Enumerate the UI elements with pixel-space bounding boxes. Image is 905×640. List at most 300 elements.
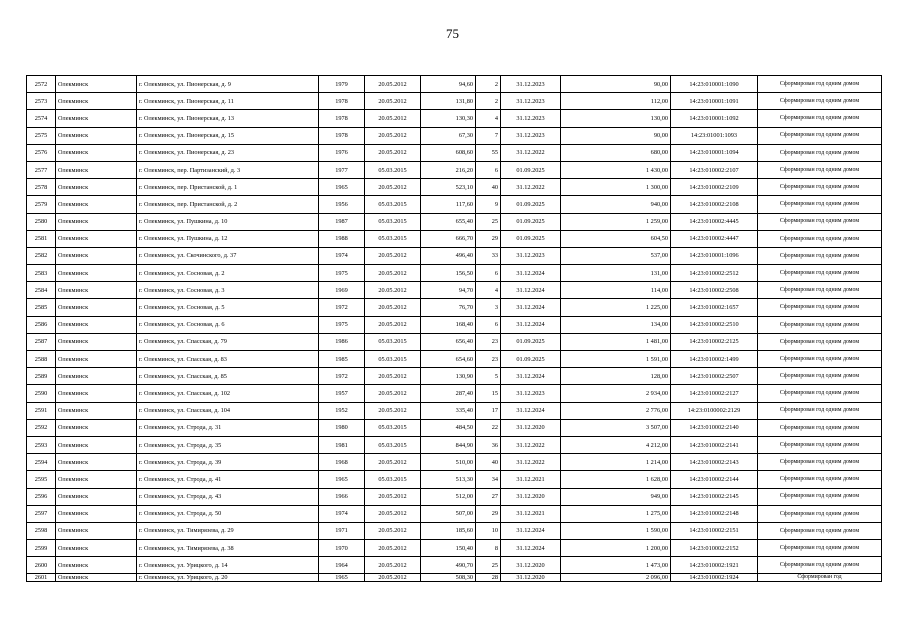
address-cell: г. Олекминск, ул. Строда, д. 50 [137,505,319,522]
table-row [27,505,882,522]
address-cell: г. Олекминск, ул. Спасская, д. 79 [137,333,319,350]
residents-cell: 23 [476,351,501,368]
residents-cell: 8 [476,540,501,557]
deadline-cell: 31.12.2024 [501,282,561,299]
row-number-cell: 2594 [27,454,56,471]
deadline-cell: 31.12.2022 [501,454,561,471]
build-year-cell: 1988 [319,230,365,247]
residents-cell: 34 [476,471,501,488]
amount-cell: 1 259,00 [561,213,671,230]
row-number-cell: 2597 [27,505,56,522]
record-date-cell: 05.03.2015 [365,196,421,213]
amount-cell: 1 481,00 [561,333,671,350]
settlement-cell: Олекминск [56,76,137,93]
residents-cell: 29 [476,505,501,522]
note-cell: Сформирован год одним домом [758,505,882,522]
address-cell: г. Олекминск, ул. Пионерская, д. 9 [137,76,319,93]
address-cell: г. Олекминск, ул. Спасская, д. 85 [137,368,319,385]
build-year-cell: 1968 [319,454,365,471]
settlement-cell: Олекминск [56,471,137,488]
address-cell: г. Олекминск, ул. Пионерская, д. 15 [137,127,319,144]
residents-cell: 4 [476,110,501,127]
area-cell: 844,90 [421,436,476,453]
residents-cell: 10 [476,522,501,539]
record-date-cell: 20.05.2012 [365,179,421,196]
settlement-cell: Олекминск [56,505,137,522]
residents-cell: 33 [476,247,501,264]
row-number-cell: 2588 [27,351,56,368]
area-cell: 666,70 [421,230,476,247]
amount-cell: 130,00 [561,110,671,127]
amount-cell: 90,00 [561,76,671,93]
table-row [27,471,882,488]
record-date-cell: 20.05.2012 [365,76,421,93]
cadastral-number-cell: 14:23:010002:2109 [671,179,758,196]
build-year-cell: 1956 [319,196,365,213]
residents-cell: 23 [476,333,501,350]
settlement-cell: Олекминск [56,179,137,196]
record-date-cell: 20.05.2012 [365,247,421,264]
amount-cell: 90,00 [561,127,671,144]
residents-cell: 5 [476,368,501,385]
residents-cell: 40 [476,179,501,196]
build-year-cell: 1979 [319,76,365,93]
record-date-cell: 20.05.2012 [365,316,421,333]
build-year-cell: 1952 [319,402,365,419]
area-cell: 168,40 [421,316,476,333]
address-cell: г. Олекминск, ул. Строда, д. 41 [137,471,319,488]
cadastral-number-cell: 14:23:0100002:2129 [671,402,758,419]
record-date-cell: 05.03.2015 [365,213,421,230]
table-row [27,540,882,557]
settlement-cell: Олекминск [56,316,137,333]
residents-cell: 6 [476,316,501,333]
amount-cell: 3 507,00 [561,419,671,436]
cadastral-number-cell: 14:23:010001:1096 [671,247,758,264]
record-date-cell: 05.03.2015 [365,471,421,488]
note-cell: Сформирован год одним домом [758,110,882,127]
build-year-cell: 1974 [319,505,365,522]
build-year-cell: 1965 [319,574,365,582]
cadastral-number-cell: 14:23:010002:2107 [671,161,758,178]
record-date-cell: 20.05.2012 [365,110,421,127]
area-cell: 335,40 [421,402,476,419]
address-cell: г. Олекминск, ул. Строда, д. 43 [137,488,319,505]
deadline-cell: 01.09.2025 [501,196,561,213]
table-row [27,351,882,368]
note-cell: Сформирован год одним домом [758,454,882,471]
area-cell: 654,60 [421,351,476,368]
settlement-cell: Олекминск [56,230,137,247]
table-row [27,333,882,350]
cadastral-number-cell: 14:23:010002:2152 [671,540,758,557]
table-row [27,436,882,453]
note-cell: Сформирован год одним домом [758,265,882,282]
cadastral-number-cell: 14:23:010002:2145 [671,488,758,505]
area-cell: 510,00 [421,454,476,471]
row-number-cell: 2581 [27,230,56,247]
deadline-cell: 31.12.2020 [501,419,561,436]
housing-register-table [26,75,882,582]
address-cell: г. Олекминск, пер. Пристанской, д. 1 [137,179,319,196]
amount-cell: 1 473,00 [561,557,671,574]
table-row [27,454,882,471]
residents-cell: 6 [476,265,501,282]
settlement-cell: Олекминск [56,247,137,264]
build-year-cell: 1977 [319,161,365,178]
deadline-cell: 01.09.2025 [501,351,561,368]
deadline-cell: 31.12.2023 [501,93,561,110]
cadastral-number-cell: 14:23:010001:1092 [671,110,758,127]
amount-cell: 1 200,00 [561,540,671,557]
area-cell: 130,90 [421,368,476,385]
table-body [27,76,882,582]
row-number-cell: 2575 [27,127,56,144]
table-row [27,419,882,436]
table-row [27,76,882,93]
note-cell: Сформирован год [758,574,882,582]
build-year-cell: 1976 [319,144,365,161]
deadline-cell: 31.12.2023 [501,76,561,93]
address-cell: г. Олекминск, ул. Пионерская, д. 23 [137,144,319,161]
row-number-cell: 2572 [27,76,56,93]
build-year-cell: 1981 [319,436,365,453]
note-cell: Сформирован год одним домом [758,179,882,196]
area-cell: 131,80 [421,93,476,110]
cadastral-number-cell: 14:23:010002:1657 [671,299,758,316]
page-number: 75 [446,26,459,41]
deadline-cell: 31.12.2023 [501,247,561,264]
row-number-cell: 2598 [27,522,56,539]
table-row [27,247,882,264]
deadline-cell: 31.12.2022 [501,144,561,161]
cadastral-number-cell: 14:23:010002:2127 [671,385,758,402]
cadastral-number-cell: 14:23:010002:2508 [671,282,758,299]
cadastral-number-cell: 14:23:010002:2144 [671,471,758,488]
record-date-cell: 20.05.2012 [365,282,421,299]
row-number-cell: 2587 [27,333,56,350]
row-number-cell: 2600 [27,557,56,574]
note-cell: Сформирован год одним домом [758,93,882,110]
residents-cell: 4 [476,282,501,299]
address-cell: г. Олекминск, ул. Спасская, д. 102 [137,385,319,402]
row-number-cell: 2586 [27,316,56,333]
record-date-cell: 20.05.2012 [365,540,421,557]
record-date-cell: 20.05.2012 [365,265,421,282]
deadline-cell: 31.12.2020 [501,488,561,505]
note-cell: Сформирован год одним домом [758,299,882,316]
note-cell: Сформирован год одним домом [758,368,882,385]
record-date-cell: 20.05.2012 [365,144,421,161]
deadline-cell: 31.12.2023 [501,127,561,144]
cadastral-number-cell: 14:23:010002:2151 [671,522,758,539]
settlement-cell: Олекминск [56,522,137,539]
cadastral-number-cell: 14:23:010002:2141 [671,436,758,453]
settlement-cell: Олекминск [56,265,137,282]
address-cell: г. Олекминск, ул. Сосновая, д. 5 [137,299,319,316]
deadline-cell: 31.12.2024 [501,299,561,316]
build-year-cell: 1969 [319,282,365,299]
amount-cell: 537,00 [561,247,671,264]
deadline-cell: 31.12.2021 [501,471,561,488]
build-year-cell: 1986 [319,333,365,350]
address-cell: г. Олекминск, ул. Сосновая, д. 2 [137,265,319,282]
row-number-cell: 2590 [27,385,56,402]
cadastral-number-cell: 14:23:010001:1090 [671,76,758,93]
area-cell: 216,20 [421,161,476,178]
note-cell: Сформирован год одним домом [758,351,882,368]
note-cell: Сформирован год одним домом [758,282,882,299]
address-cell: г. Олекминск, ул. Пионерская, д. 11 [137,93,319,110]
row-number-cell: 2589 [27,368,56,385]
deadline-cell: 31.12.2022 [501,436,561,453]
amount-cell: 1 300,00 [561,179,671,196]
address-cell: г. Олекминск, ул. Тимирязева, д. 29 [137,522,319,539]
row-number-cell: 2593 [27,436,56,453]
settlement-cell: Олекминск [56,419,137,436]
row-number-cell: 2576 [27,144,56,161]
note-cell: Сформирован год одним домом [758,144,882,161]
deadline-cell: 31.12.2024 [501,316,561,333]
row-number-cell: 2585 [27,299,56,316]
deadline-cell: 31.12.2024 [501,540,561,557]
build-year-cell: 1987 [319,213,365,230]
area-cell: 67,30 [421,127,476,144]
residents-cell: 3 [476,299,501,316]
amount-cell: 940,00 [561,196,671,213]
record-date-cell: 20.05.2012 [365,93,421,110]
record-date-cell: 20.05.2012 [365,368,421,385]
area-cell: 94,60 [421,76,476,93]
record-date-cell: 05.03.2015 [365,351,421,368]
record-date-cell: 20.05.2012 [365,557,421,574]
table-row [27,402,882,419]
area-cell: 484,50 [421,419,476,436]
area-cell: 655,40 [421,213,476,230]
settlement-cell: Олекминск [56,282,137,299]
cadastral-number-cell: 14:23:01001:1093 [671,127,758,144]
note-cell: Сформирован год одним домом [758,436,882,453]
cadastral-number-cell: 14:23:010002:4447 [671,230,758,247]
build-year-cell: 1985 [319,351,365,368]
area-cell: 512,00 [421,488,476,505]
record-date-cell: 20.05.2012 [365,127,421,144]
cadastral-number-cell: 14:23:010001:1094 [671,144,758,161]
table-row [27,144,882,161]
note-cell: Сформирован год одним домом [758,488,882,505]
settlement-cell: Олекминск [56,488,137,505]
residents-cell: 28 [476,574,501,582]
address-cell: г. Олекминск, ул. Спасская, д. 104 [137,402,319,419]
residents-cell: 9 [476,196,501,213]
address-cell: г. Олекминск, ул. Скочинского, д. 37 [137,247,319,264]
row-number-cell: 2591 [27,402,56,419]
table-row [27,385,882,402]
note-cell: Сформирован год одним домом [758,230,882,247]
record-date-cell: 05.03.2015 [365,161,421,178]
row-number-cell: 2580 [27,213,56,230]
record-date-cell: 20.05.2012 [365,385,421,402]
address-cell: г. Олекминск, ул. Пушкина, д. 12 [137,230,319,247]
record-date-cell: 05.03.2015 [365,436,421,453]
table-row [27,488,882,505]
deadline-cell: 01.09.2025 [501,213,561,230]
address-cell: г. Олекминск, ул. Пушкина, д. 10 [137,213,319,230]
area-cell: 513,30 [421,471,476,488]
settlement-cell: Олекминск [56,351,137,368]
deadline-cell: 01.09.2025 [501,230,561,247]
residents-cell: 27 [476,488,501,505]
note-cell: Сформирован год одним домом [758,127,882,144]
settlement-cell: Олекминск [56,436,137,453]
build-year-cell: 1980 [319,419,365,436]
record-date-cell: 20.05.2012 [365,454,421,471]
amount-cell: 1 275,00 [561,505,671,522]
address-cell: г. Олекминск, ул. Урицкого, д. 14 [137,557,319,574]
settlement-cell: Олекминск [56,368,137,385]
cadastral-number-cell: 14:23:010002:2148 [671,505,758,522]
residents-cell: 25 [476,213,501,230]
record-date-cell: 20.05.2012 [365,522,421,539]
table-row [27,213,882,230]
build-year-cell: 1964 [319,557,365,574]
settlement-cell: Олекминск [56,333,137,350]
record-date-cell: 20.05.2012 [365,402,421,419]
table-row [27,93,882,110]
record-date-cell: 20.05.2012 [365,299,421,316]
row-number-cell: 2583 [27,265,56,282]
table-row [27,316,882,333]
record-date-cell: 05.03.2015 [365,230,421,247]
note-cell: Сформирован год одним домом [758,333,882,350]
amount-cell: 1 430,00 [561,161,671,178]
amount-cell: 131,00 [561,265,671,282]
address-cell: г. Олекминск, ул. Сосновая, д. 3 [137,282,319,299]
settlement-cell: Олекминск [56,110,137,127]
amount-cell: 2 776,00 [561,402,671,419]
row-number-cell: 2578 [27,179,56,196]
build-year-cell: 1974 [319,247,365,264]
cadastral-number-cell: 14:23:010002:2512 [671,265,758,282]
amount-cell: 949,00 [561,488,671,505]
note-cell: Сформирован год одним домом [758,419,882,436]
table-row [27,368,882,385]
cadastral-number-cell: 14:23:010001:1091 [671,93,758,110]
area-cell: 117,60 [421,196,476,213]
settlement-cell: Олекминск [56,213,137,230]
deadline-cell: 31.12.2020 [501,557,561,574]
deadline-cell: 01.09.2025 [501,161,561,178]
table-row [27,127,882,144]
settlement-cell: Олекминск [56,299,137,316]
area-cell: 76,70 [421,299,476,316]
amount-cell: 1 225,00 [561,299,671,316]
note-cell: Сформирован год одним домом [758,196,882,213]
amount-cell: 2 934,00 [561,385,671,402]
build-year-cell: 1965 [319,179,365,196]
amount-cell: 1 214,00 [561,454,671,471]
row-number-cell: 2582 [27,247,56,264]
row-number-cell: 2592 [27,419,56,436]
cadastral-number-cell: 14:23:010002:4445 [671,213,758,230]
address-cell: г. Олекминск, ул. Сосновая, д. 6 [137,316,319,333]
build-year-cell: 1975 [319,316,365,333]
deadline-cell: 31.12.2023 [501,385,561,402]
area-cell: 185,60 [421,522,476,539]
note-cell: Сформирован год одним домом [758,161,882,178]
cadastral-number-cell: 14:23:010002:2140 [671,419,758,436]
table-row [27,265,882,282]
area-cell: 608,60 [421,144,476,161]
note-cell: Сформирован год одним домом [758,557,882,574]
build-year-cell: 1978 [319,110,365,127]
deadline-cell: 31.12.2024 [501,522,561,539]
build-year-cell: 1971 [319,522,365,539]
address-cell: г. Олекминск, ул. Строда, д. 35 [137,436,319,453]
residents-cell: 29 [476,230,501,247]
residents-cell: 7 [476,127,501,144]
note-cell: Сформирован год одним домом [758,471,882,488]
amount-cell: 134,00 [561,316,671,333]
build-year-cell: 1970 [319,540,365,557]
area-cell: 523,10 [421,179,476,196]
address-cell: г. Олекминск, ул. Пионерская, д. 13 [137,110,319,127]
record-date-cell: 20.05.2012 [365,488,421,505]
area-cell: 656,40 [421,333,476,350]
deadline-cell: 01.09.2025 [501,333,561,350]
table-row [27,230,882,247]
amount-cell: 4 212,00 [561,436,671,453]
record-date-cell: 20.05.2012 [365,574,421,582]
address-cell: г. Олекминск, пер. Пристанской, д. 2 [137,196,319,213]
area-cell: 508,30 [421,574,476,582]
address-cell: г. Олекминск, ул. Урицкого, д. 20 [137,574,319,582]
build-year-cell: 1965 [319,471,365,488]
note-cell: Сформирован год одним домом [758,213,882,230]
build-year-cell: 1966 [319,488,365,505]
area-cell: 507,00 [421,505,476,522]
residents-cell: 22 [476,419,501,436]
table-row [27,522,882,539]
note-cell: Сформирован год одним домом [758,540,882,557]
table-row [27,299,882,316]
row-number-cell: 2577 [27,161,56,178]
settlement-cell: Олекминск [56,402,137,419]
deadline-cell: 31.12.2024 [501,265,561,282]
cadastral-number-cell: 14:23:010002:1499 [671,351,758,368]
area-cell: 150,40 [421,540,476,557]
note-cell: Сформирован год одним домом [758,385,882,402]
address-cell: г. Олекминск, пер. Партизанский, д. 3 [137,161,319,178]
build-year-cell: 1972 [319,299,365,316]
amount-cell: 128,00 [561,368,671,385]
cadastral-number-cell: 14:23:010002:2510 [671,316,758,333]
table-row [27,574,882,582]
note-cell: Сформирован год одним домом [758,316,882,333]
area-cell: 130,30 [421,110,476,127]
deadline-cell: 31.12.2024 [501,368,561,385]
deadline-cell: 31.12.2024 [501,402,561,419]
row-number-cell: 2596 [27,488,56,505]
row-number-cell: 2599 [27,540,56,557]
amount-cell: 112,00 [561,93,671,110]
residents-cell: 2 [476,76,501,93]
record-date-cell: 20.05.2012 [365,505,421,522]
settlement-cell: Олекминск [56,540,137,557]
residents-cell: 17 [476,402,501,419]
residents-cell: 40 [476,454,501,471]
amount-cell: 1 591,00 [561,351,671,368]
